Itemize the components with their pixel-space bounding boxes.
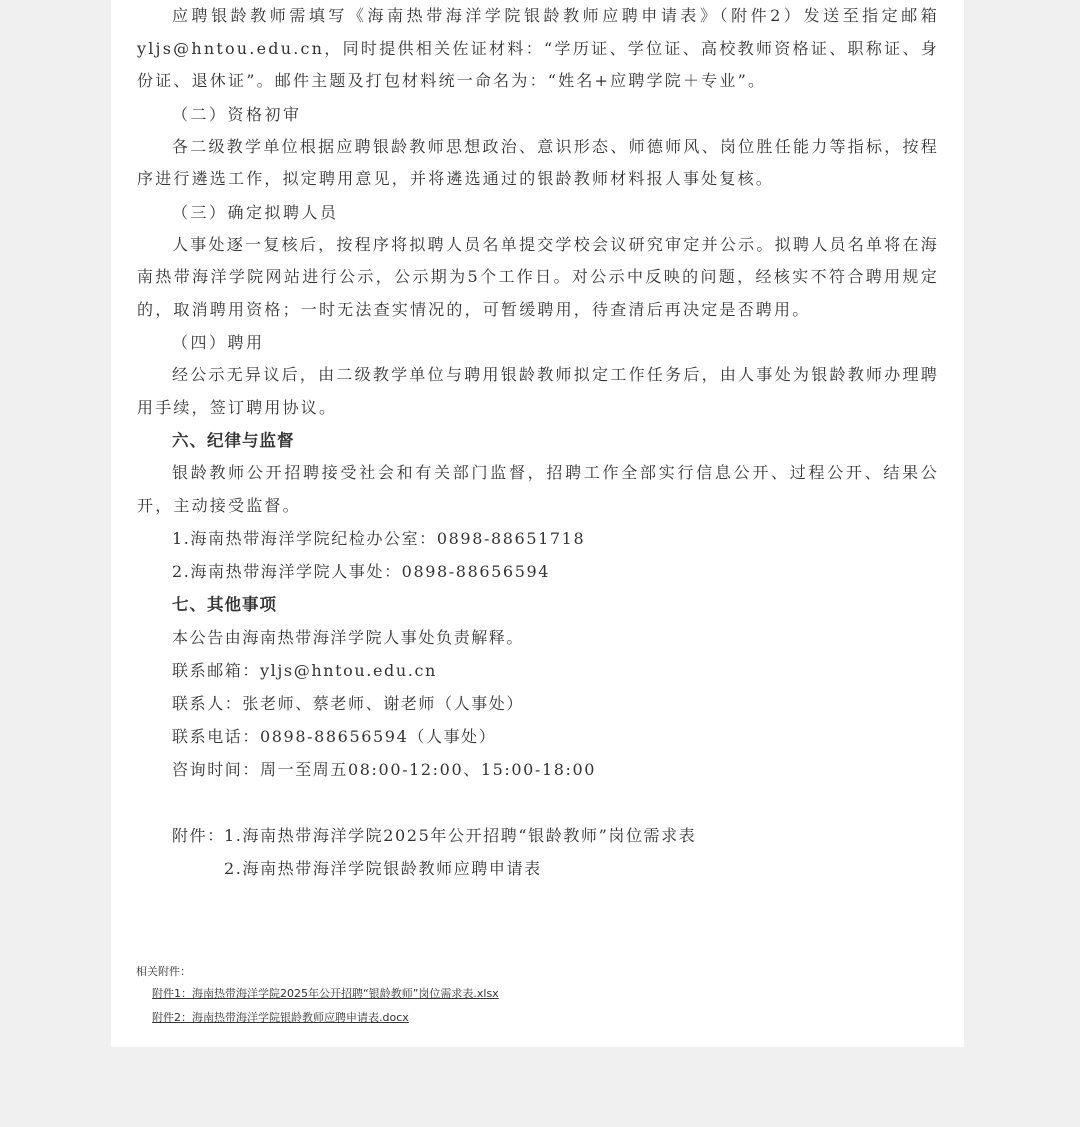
attachment-download-link-1[interactable]: 附件1：海南热带海洋学院2025年公开招聘“银龄教师”岗位需求表.xlsx	[152, 987, 499, 1000]
attachment-download-link-2[interactable]: 附件2：海南热带海洋学院银龄教师应聘申请表.docx	[152, 1011, 409, 1024]
related-attachments	[136, 964, 499, 1030]
paragraph-supervision: 银龄教师公开招聘接受社会和有关部门监督，招聘工作全部实行信息公开、过程公开、结果公开，主动接受监督。	[137, 463, 939, 515]
other-contact-persons: 联系人：张老师、蔡老师、谢老师（人事处）	[172, 694, 525, 713]
other-contact-phone: 联系电话：0898-88656594（人事处）	[172, 727, 497, 746]
section-title-discipline: 六、纪律与监督	[172, 431, 295, 450]
paragraph-employment: 经公示无异议后，由二级教学单位与聘用银龄教师拟定工作任务后，由人事处为银龄教师办理聘用手续，签订聘用协议。	[137, 365, 939, 417]
paragraph-application-submission: 应聘银龄教师需填写《海南热带海洋学院银龄教师应聘申请表》（附件2）发送至指定邮箱yljs@hntou.edu.cn，同时提供相关佐证材料：“学历证、学位证、高校教师资格证、职称证、身份证、退休证”。邮件主题及打包材料统一命名为：“姓名+应聘学院＋专业”。	[137, 6, 939, 90]
attachment-list-item-1	[137, 819, 939, 852]
section-title-other-matters: 七、其他事项	[172, 595, 277, 614]
subheading-confirm-candidates: （三）确定拟聘人员	[172, 202, 339, 222]
paragraph-preliminary-review: 各二级教学单位根据应聘银龄教师思想政治、意识形态、师德师风、岗位胜任能力等指标，按程序进行遴选工作，拟定聘用意见，并将遴选通过的银龄教师材料报人事处复核。	[137, 136, 939, 188]
other-contact-email: 联系邮箱：yljs@hntou.edu.cn	[172, 661, 437, 680]
subheading-employment: （四）聘用	[172, 333, 265, 352]
related-attachments-title: 相关附件：	[136, 965, 191, 978]
other-consult-hours: 咨询时间：周一至周五08:00-12:00、15:00-18:00	[172, 760, 597, 779]
paragraph-confirm-candidates: 人事处逐一复核后，按程序将拟聘人员名单提交学校会议研究审定并公示。拟聘人员名单将在海南热带海洋学院网站进行公示，公示期为5个工作日。对公示中反映的问题，经核实不符合聘用规定的，取消聘用资格；一时无法查实情况的，可暂缓聘用，待查清后再决定是否聘用。	[137, 234, 939, 319]
attachment-list-item-2	[137, 852, 939, 885]
blank-line	[137, 786, 939, 819]
article-body	[137, 0, 939, 885]
attachment-item-2: 2.海南热带海洋学院银龄教师应聘申请表	[224, 859, 542, 878]
subheading-preliminary-review: （二）资格初审	[172, 104, 302, 124]
contact-discipline-office: 1.海南热带海洋学院纪检办公室：0898-88651718	[172, 529, 586, 548]
attachment-item-1: 1.海南热带海洋学院2025年公开招聘“银龄教师”岗位需求表	[224, 826, 697, 845]
attachment-label: 附件：	[172, 826, 225, 845]
contact-hr-office: 2.海南热带海洋学院人事处：0898-88656594	[172, 562, 551, 581]
other-interpretation: 本公告由海南热带海洋学院人事处负责解释。	[172, 628, 525, 647]
article-page	[111, 0, 964, 1047]
